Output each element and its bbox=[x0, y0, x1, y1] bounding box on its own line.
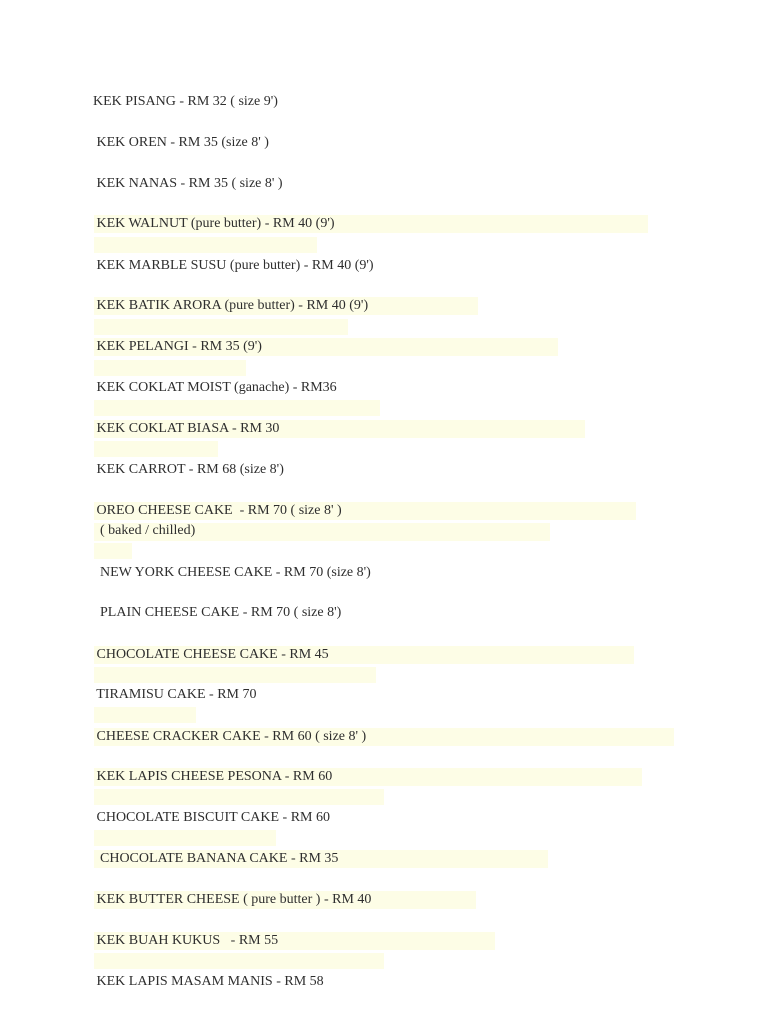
menu-item: KEK COKLAT BIASA - RM 30 bbox=[93, 421, 280, 436]
menu-item: KEK LAPIS MASAM MANIS - RM 58 bbox=[93, 974, 324, 989]
highlight-band bbox=[94, 400, 380, 416]
highlight-band bbox=[94, 830, 276, 846]
menu-item: KEK PELANGI - RM 35 (9') bbox=[93, 339, 262, 354]
menu-item: KEK MARBLE SUSU (pure butter) - RM 40 (9') bbox=[93, 258, 374, 273]
menu-item: CHEESE CRACKER CAKE - RM 60 ( size 8' ) bbox=[93, 729, 367, 744]
menu-item: KEK OREN - RM 35 (size 8' ) bbox=[93, 135, 269, 150]
menu-item: OREO CHEESE CAKE - RM 70 ( size 8' ) bbox=[93, 503, 342, 518]
highlight-band bbox=[94, 667, 376, 683]
menu-item: KEK COKLAT MOIST (ganache) - RM36 bbox=[93, 380, 337, 395]
menu-item: KEK BATIK ARORA (pure butter) - RM 40 (9') bbox=[93, 298, 369, 313]
menu-item: CHOCOLATE BISCUIT CAKE - RM 60 bbox=[93, 810, 330, 825]
menu-item: KEK CARROT - RM 68 (size 8') bbox=[93, 462, 284, 477]
highlight-band bbox=[94, 707, 196, 723]
highlight-band bbox=[94, 360, 246, 376]
menu-item: KEK NANAS - RM 35 ( size 8' ) bbox=[93, 176, 283, 191]
menu-item: KEK BUTTER CHEESE ( pure butter ) - RM 40 bbox=[93, 892, 372, 907]
menu-item: KEK WALNUT (pure butter) - RM 40 (9') bbox=[93, 216, 335, 231]
menu-item: PLAIN CHEESE CAKE - RM 70 ( size 8') bbox=[93, 605, 342, 620]
highlight-band bbox=[94, 543, 132, 559]
menu-item: KEK PISANG - RM 32 ( size 9') bbox=[93, 94, 278, 109]
highlight-band bbox=[94, 237, 317, 253]
menu-item: NEW YORK CHEESE CAKE - RM 70 (size 8') bbox=[93, 565, 371, 580]
menu-item: CHOCOLATE CHEESE CAKE - RM 45 bbox=[93, 647, 329, 662]
menu-item: TIRAMISU CAKE - RM 70 bbox=[93, 687, 257, 702]
menu-item-note: ( baked / chilled) bbox=[93, 523, 196, 538]
highlight-band bbox=[94, 441, 218, 457]
menu-item: CHOCOLATE BANANA CAKE - RM 35 bbox=[93, 851, 339, 866]
highlight-band bbox=[94, 789, 384, 805]
menu-item: KEK LAPIS CHEESE PESONA - RM 60 bbox=[93, 769, 333, 784]
menu-item: KEK BUAH KUKUS - RM 55 bbox=[93, 933, 279, 948]
highlight-band bbox=[94, 319, 348, 335]
highlight-band bbox=[94, 953, 384, 969]
